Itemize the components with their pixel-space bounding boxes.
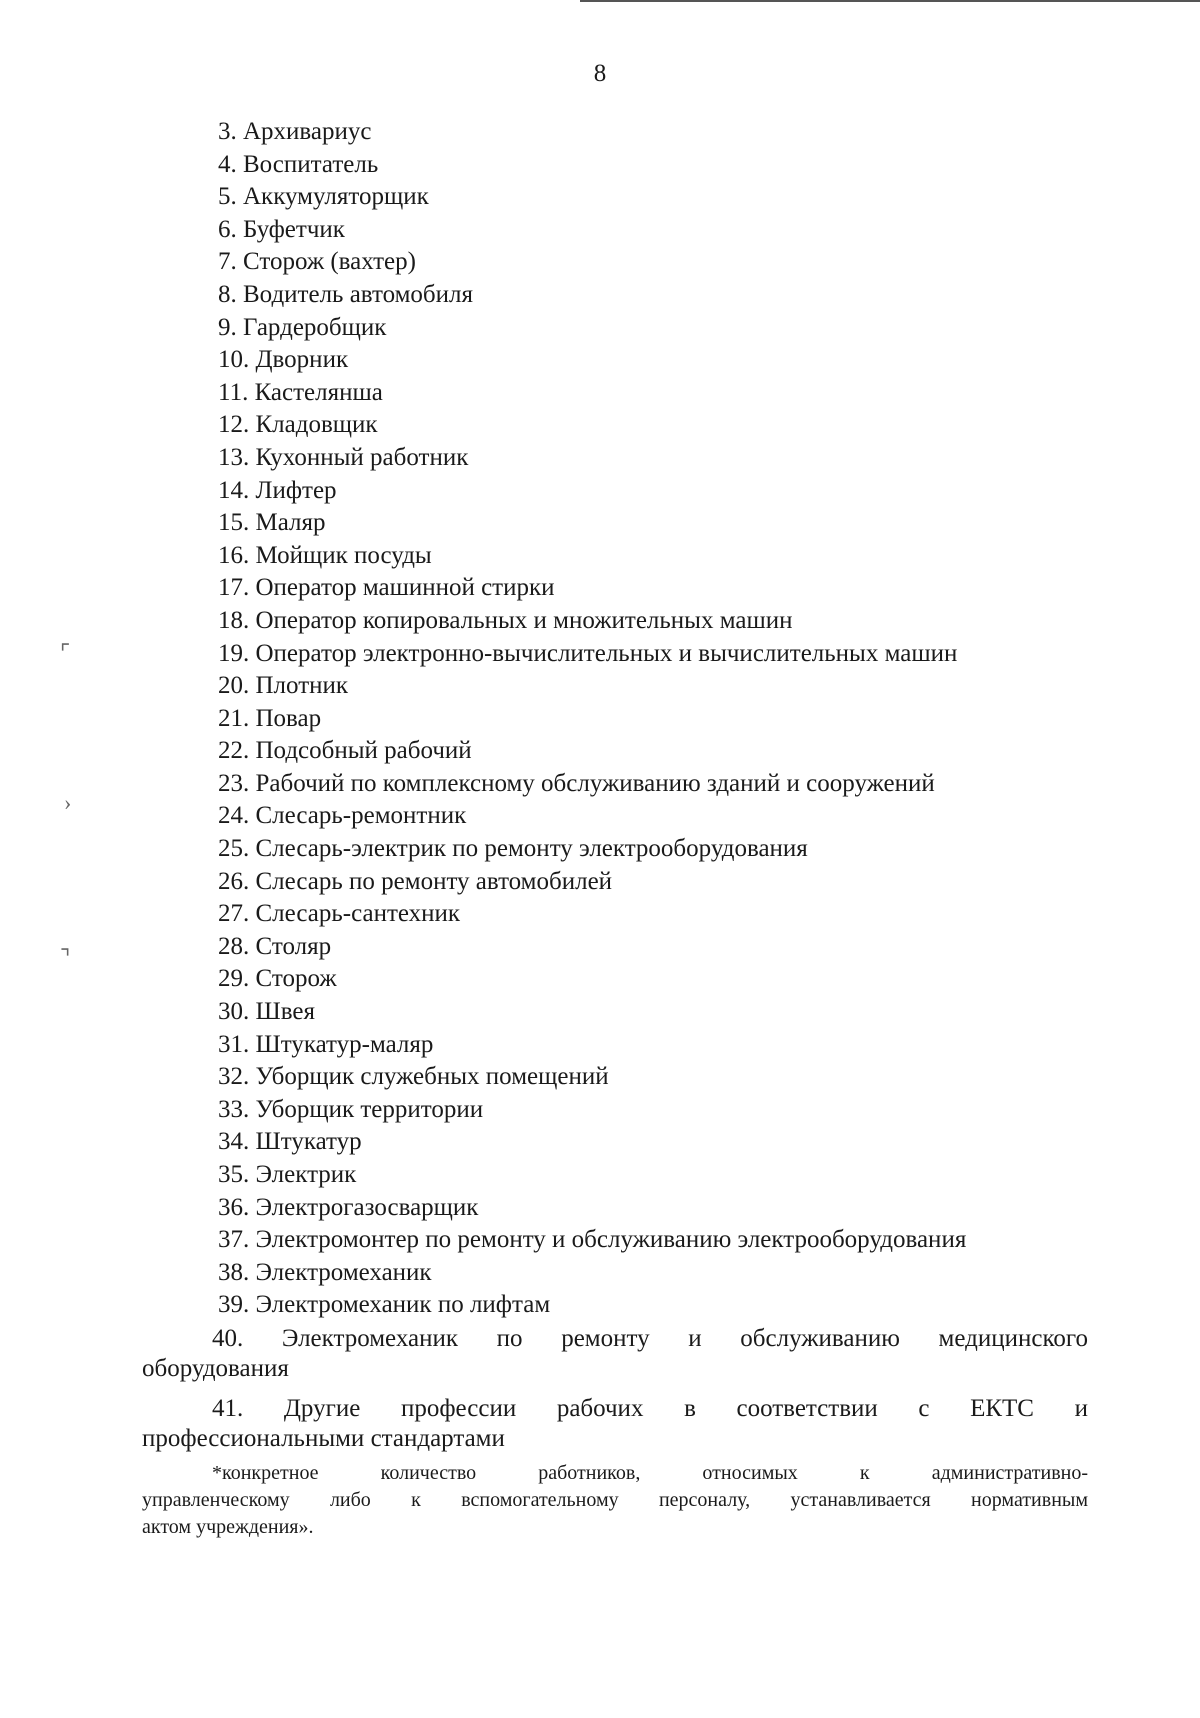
footnote-line-3: актом учреждения». bbox=[142, 1516, 314, 1538]
list-item-40 bbox=[142, 1324, 1088, 1384]
top-edge-line bbox=[580, 0, 1200, 2]
list-item: 20. Плотник bbox=[218, 672, 349, 700]
list-item: 12. Кладовщик bbox=[218, 411, 378, 439]
list-item-40-line-1: 40. Электромеханик по ремонту и обслуживанию медицинского bbox=[212, 1325, 1088, 1352]
list-item-40-line-2: оборудования bbox=[142, 1355, 289, 1382]
list-item: 9. Гардеробщик bbox=[218, 313, 387, 341]
list-item: 6. Буфетчик bbox=[218, 215, 345, 243]
list-item: 16. Мойщик посуды bbox=[218, 541, 432, 569]
list-item: 37. Электромонтер по ремонту и обслуживанию электрооборудования bbox=[218, 1226, 967, 1254]
list-item: 10. Дворник bbox=[218, 346, 349, 374]
list-item: 15. Маляр bbox=[218, 509, 326, 537]
list-item: 31. Штукатур-маляр bbox=[218, 1030, 434, 1058]
list-item: 5. Аккумуляторщик bbox=[218, 183, 429, 211]
list-item: 27. Слесарь-сантехник bbox=[218, 900, 461, 928]
list-item: 25. Слесарь-электрик по ремонту электрооборудования bbox=[218, 835, 808, 863]
footnote-line-1: *конкретное количество работников, относимых к административно- bbox=[212, 1462, 1088, 1484]
list-item: 33. Уборщик территории bbox=[218, 1095, 484, 1123]
list-item: 19. Оператор электронно-вычислительных и вычислительных машин bbox=[218, 639, 958, 667]
list-item-41-line-1: 41. Другие профессии рабочих в соответствии с ЕКТС и bbox=[212, 1395, 1088, 1422]
list-item-41 bbox=[142, 1394, 1088, 1454]
list-item: 32. Уборщик служебных помещений bbox=[218, 1063, 609, 1091]
list-item: 29. Сторож bbox=[218, 965, 337, 993]
list-item: 4. Воспитатель bbox=[218, 150, 379, 178]
footnote-line-2: управленческому либо к вспомогательному персоналу, устанавливается нормативным bbox=[142, 1489, 1088, 1511]
list-item: 38. Электромеханик bbox=[218, 1258, 432, 1286]
list-item: 23. Рабочий по комплексному обслуживанию зданий и сооружений bbox=[218, 769, 935, 797]
list-item: 17. Оператор машинной стирки bbox=[218, 574, 555, 602]
list-item: 3. Архивариус bbox=[218, 118, 372, 145]
list-item: 28. Столяр bbox=[218, 932, 332, 960]
scan-mark: › bbox=[64, 790, 72, 815]
list-item: 11. Кастелянша bbox=[218, 378, 383, 406]
list-item: 8. Водитель автомобиля bbox=[218, 280, 473, 308]
list-item: 39. Электромеханик по лифтам bbox=[218, 1291, 551, 1319]
list-item-41-line-2: профессиональными стандартами bbox=[142, 1425, 505, 1452]
footnote bbox=[142, 1460, 1088, 1541]
list-item: 35. Электрик bbox=[218, 1161, 357, 1188]
page-number: 8 bbox=[593, 60, 607, 87]
list-item: 18. Оператор копировальных и множительных машин bbox=[218, 606, 793, 634]
list-item: 14. Лифтер bbox=[218, 476, 337, 504]
list-item: 24. Слесарь-ремонтник bbox=[218, 802, 467, 830]
list-item: 7. Сторож (вахтер) bbox=[218, 248, 416, 276]
list-item: 36. Электрогазосварщик bbox=[218, 1193, 479, 1221]
list-item: 21. Повар bbox=[218, 704, 322, 732]
scan-mark: ⌝ bbox=[60, 945, 71, 970]
list-item: 30. Швея bbox=[218, 998, 315, 1026]
list-item: 13. Кухонный работник bbox=[218, 443, 469, 471]
list-item: 22. Подсобный рабочий bbox=[218, 737, 472, 765]
list-item: 26. Слесарь по ремонту автомобилей bbox=[218, 867, 613, 895]
profession-list bbox=[218, 116, 1118, 1322]
scan-mark: ⌜ bbox=[60, 640, 71, 665]
list-item: 34. Штукатур bbox=[218, 1128, 362, 1156]
